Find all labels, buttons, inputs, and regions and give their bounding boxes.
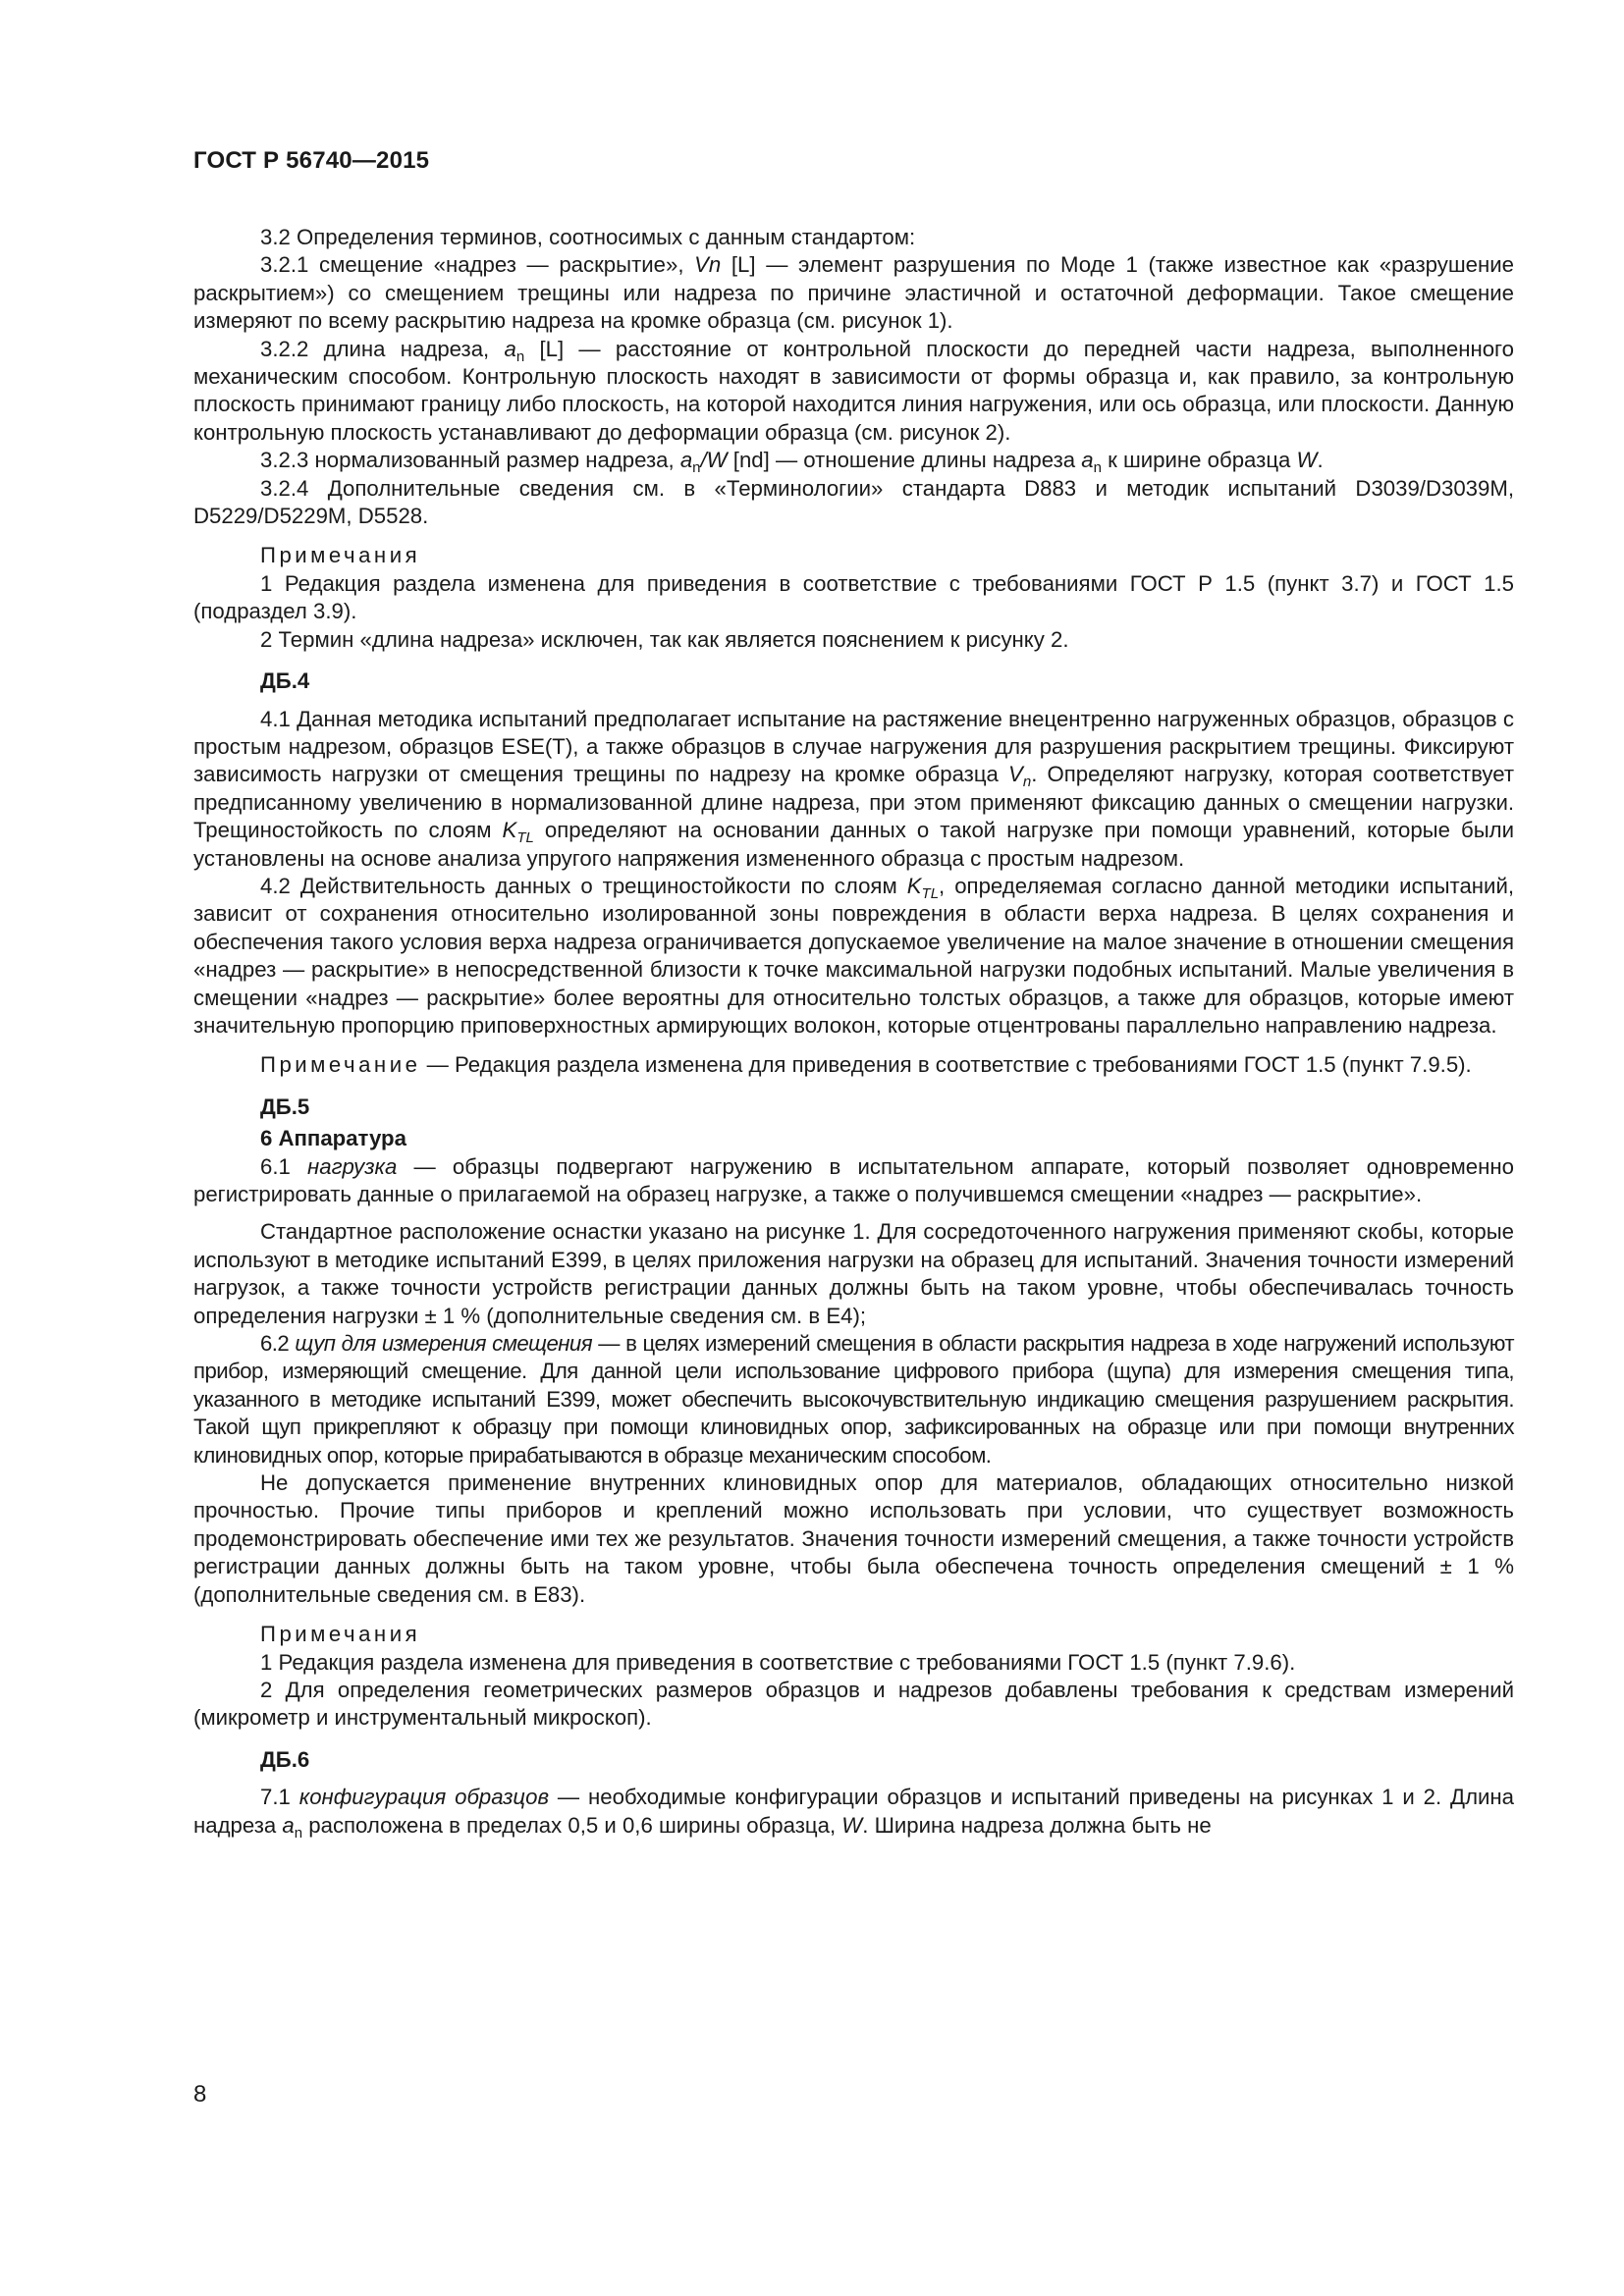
notes-heading: Примечания: [260, 1622, 421, 1647]
section-heading-db6: ДБ.6: [260, 1746, 310, 1772]
para-3-2-4: 3.2.4 Дополнительные сведения см. в «Терминологии» стандарта D883 и методик испытаний D3039/D3039M, D5229/D5229M, D5528.: [193, 475, 1514, 529]
page-number: 8: [193, 2081, 207, 2108]
note-item: 2 Термин «длина надреза» исключен, так как является пояснением к рисунку 2.: [260, 626, 1069, 652]
para-6-1: 6.1 нагрузка — образцы подвергают нагружению в испытательном аппарате, который позволяет одновременно регистрировать данные о прилагаемой на образец нагрузке, а также о получившемся смещении «надрез — раскрытие».: [193, 1153, 1514, 1206]
page-body: [193, 224, 1514, 1840]
section-heading-db5: ДБ.5: [260, 1094, 310, 1119]
para-3-2-2: 3.2.2 длина надреза, $a_n$ [L] — расстояние от контрольной плоскости до передней части надреза, выполненного механическим способом. Контрольную плоскость находят в зависимости от формы образца и, как правило, за контрольную плоскость принимают границу либо плоскость, на которой находится линия нагружения, или ось образца, или плоскости. Данную контрольную плоскость устанавливают до деформации образца (см. рисунок 2).: [193, 336, 1514, 445]
para-6-2: 6.2 щуп для измерения смещения — в целях измерений смещения в области раскрытия надреза в ходе нагружений используют прибор, измеряющий смещение. Для данной цели использование цифрового прибора (щупа) для измерения смещения типа, указанного в методике испытаний E399, может обеспечить высокочувствительную индикацию смещения разрушением раскрытия. Такой щуп прикрепляют к образцу при помощи клиновидных опор, зафиксированных на образце или при помощи внутренних клиновидных опор, которые прирабатываются в образце механическим способом.: [193, 1331, 1514, 1468]
section-heading-db4: ДБ.4: [260, 668, 310, 694]
para-3-2-3: 3.2.3 нормализованный размер надреза, $a_n/W$ [nd] — отношение длины надреза $a_n$ к ширине образца W.: [260, 448, 1324, 477]
para-3-2-1: 3.2.1 смещение «надрез — раскрытие», Vn [L] — элемент разрушения по Моде 1 (также известное как «разрушение раскрытием») со смещением трещины или надреза по причине эластичной и остаточной деформации. Такое смещение измеряют по всему раскрытию надреза на кромке образца (см. рисунок 1).: [193, 252, 1514, 334]
subsection-heading-apparatus: 6 Аппаратура: [260, 1126, 406, 1151]
note-item: 1 Редакция раздела изменена для приведения в соответствие с требованиями ГОСТ 1.5 (пункт 7.9.6).: [260, 1649, 1296, 1675]
running-header: ГОСТ Р 56740—2015: [193, 147, 430, 174]
para-3-2: 3.2 Определения терминов, соотносимых с данным стандартом:: [260, 225, 916, 249]
note-item: 1 Редакция раздела изменена для приведения в соответствие с требованиями ГОСТ Р 1.5 (пункт 3.7) и ГОСТ 1.5 (подраздел 3.9).: [193, 570, 1514, 624]
para-4-1: 4.1 Данная методика испытаний предполагает испытание на растяжение внецентренно нагруженных образцов, образцов с простым надрезом, образцов ESE(T), а также образцов в случае нагружения для разрушения раскрытием трещины. Фиксируют зависимость нагрузки от смещения трещины по надрезу на кромке образца $V_n$. Определяют нагрузку, которая соответствует предписанному увеличению в нормализованной длине надреза, при этом применяют фиксацию данных о смещении нагрузки. Трещиностойкость по слоям $K_{TL}$ определяют на основании данных о такой нагрузке при помощи уравнений, которые были установлены на основе анализа упругого напряжения измененного образца с простым надрезом.: [193, 706, 1514, 871]
para-standard-layout: Стандартное расположение оснастки указано на рисунке 1. Для сосредоточенного нагружения применяют скобы, которые используют в методике испытаний E399, в целях приложения нагрузки на образец для испытаний. Значения точности измерений нагрузок, а также точности устройств регистрации данных должны быть на таком уровне, чтобы обеспечивалась точность определения нагрузки ± 1 % (дополнительные сведения см. в E4);: [193, 1219, 1514, 1328]
para-7-1: 7.1 конфигурация образцов — необходимые конфигурации образцов и испытаний приведены на рисунках 1 и 2. Длина надреза $a_n$ расположена в пределах 0,5 и 0,6 ширины образца, W. Ширина надреза должна быть не: [193, 1785, 1515, 1842]
notes-heading: Примечания: [260, 543, 421, 568]
para-4-2: 4.2 Действительность данных о трещиностойкости по слоям $K_{TL}$, определяемая согласно данной методики испытаний, зависит от сохранения относительно изолированной зоны повреждения в области верха надреза. В целях сохранения и обеспечения такого условия верха надреза ограничивается допускаемое увеличение на малое значение в отношении смещения «надрез — раскрытие» в непосредственной близости к точке максимальной нагрузки подобных испытаний. Малые увеличения в смещении «надрез — раскрытие» более вероятны для относительно толстых образцов, а также для образцов, которые имеют значительную пропорцию приповерхностных армирующих волокон, которые отцентрованы параллельно направлению надреза.: [193, 873, 1515, 1038]
para-not-allowed: Не допускается применение внутренних клиновидных опор для материалов, обладающих относительно низкой прочностью. Прочие типы приборов и креплений можно использовать при условии, что существует возможность продемонстрировать обеспечение ими тех же результатов. Значения точности измерений смещения, а также точности устройств регистрации данных должны быть на таком уровне, чтобы была обеспечена точность определения смещений ± 1 % (дополнительные сведения см. в E83).: [193, 1470, 1514, 1607]
note-db4: Примечание — Редакция раздела изменена для приведения в соответствие с требованиями ГОСТ 1.5 (пункт 7.9.5).: [260, 1052, 1472, 1078]
note-item: 2 Для определения геометрических размеров образцов и надрезов добавлены требования к средствам измерений (микрометр и инструментальный микроскоп).: [193, 1677, 1514, 1731]
